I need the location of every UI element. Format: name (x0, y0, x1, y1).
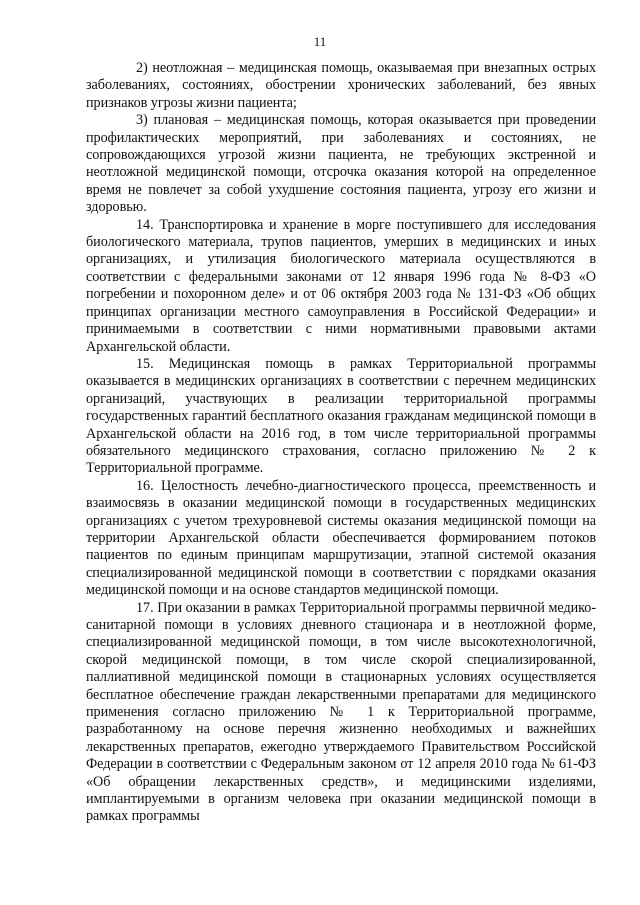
page-number: 11 (313, 34, 327, 49)
paragraph-17-drug-provision: 17. При оказании в рамках Территориальной программы первичной медико-санитарной помощи в условиях дневного стационара и в неотложной форме, специализированной медицинской помощи, в том числе высокотехнологичной, скорой медицинской помощи, в том числе скорой специализированной, паллиативной медицинской помощи в стационарных условиях осуществляется бесплатное обеспечение граждан лекарственными препаратами для медицинского применения согласно приложению № 1 к Территориальной программе, разработанному на основе перечня жизненно необходимых и важнейших лекарственных препаратов, ежегодно утверждаемого Правительством Российской Федерации в соответствии с Федеральным законом от 12 апреля 2010 года № 61-ФЗ «Об обращении лекарственных средств», и медицинскими изделиями, имплантируемыми в организм человека при оказании медицинской помощи в рамках программы (86, 599, 596, 825)
paragraph-item-2-emergency: 2) неотложная – медицинская помощь, оказываемая при внезапных острых заболеваниях, состояниях, обострении хронических заболеваний, без явных признаков угрозы жизни пациента; (86, 60, 596, 111)
paragraph-16-integrity: 16. Целостность лечебно-диагностического процесса, преемственность и взаимосвязь в оказании медицинской помощи в государственных медицинских организациях с учетом трехуровневой системы оказания медицинской помощи на территории Архангельской области обеспечивается формированием потоков пациентов по единым принципам маршрутизации, этапной системой оказания специализированной медицинской помощи в соответствии с порядками оказания медицинской помощи и на основе стандартов медицинской помощи. (86, 477, 596, 599)
paragraph-14-transportation: 14. Транспортировка и хранение в морге поступившего для исследования биологического материала, трупов пациентов, умерших в медицинских и иных организациях, и утилизация биологического материала осуществляются в соответствии с федеральными законами от 12 января 1996 года № 8-ФЗ «О погребении и похоронном деле» и от 06 октября 2003 года № 131-ФЗ «Об общих принципах организации местного самоуправления в Российской Федерации» и принимаемыми в соответствии с ними нормативными правовыми актами Архангельской области. (86, 216, 596, 355)
paragraph-item-3-planned: 3) плановая – медицинская помощь, которая оказывается при проведении профилактических мероприятий, при заболеваниях и состояниях, не сопровождающихся угрозой жизни пациента, не требующих экстренной и неотложной медицинской помощи, отсрочка оказания которой на определенное время не повлечет за собой ухудшение состояния пациента, угрозу его жизни и здоровью. (86, 112, 596, 216)
paragraph-15-medical-organizations: 15. Медицинская помощь в рамках Территориальной программы оказывается в медицинских организациях в соответствии с перечнем медицинских организаций, участвующих в реализации территориальной программы государственных гарантий бесплатного оказания гражданам медицинской помощи в Архангельской области на 2016 год, в том числе территориальной программы обязательного медицинского страхования, согласно приложению № 2 к Территориальной программе. (86, 355, 596, 477)
document-body (86, 60, 596, 826)
